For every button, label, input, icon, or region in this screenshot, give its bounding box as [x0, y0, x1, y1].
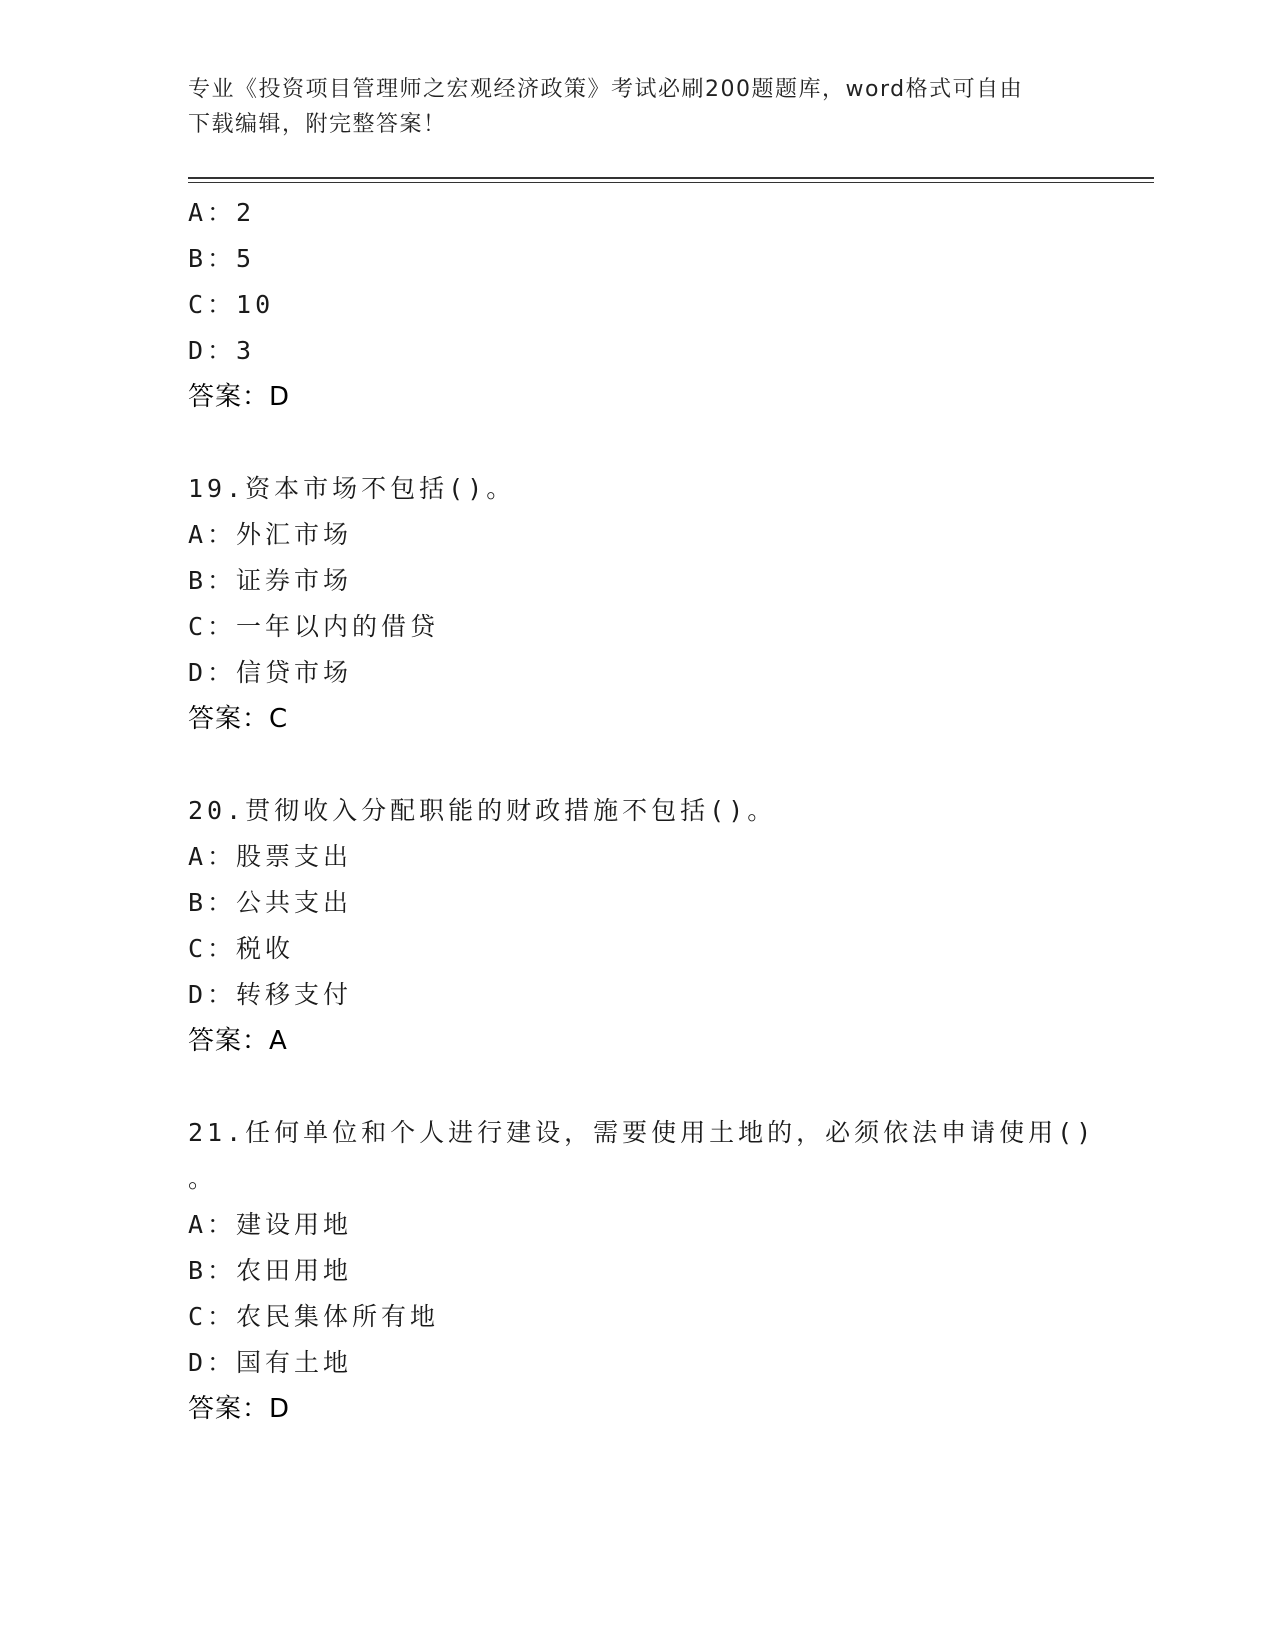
option-a: A：外汇市场: [188, 520, 353, 549]
spacer: [188, 420, 1088, 466]
answer-line: 答案：C: [188, 704, 289, 734]
spacer: [188, 1064, 1088, 1110]
question-21: [188, 1110, 1096, 1432]
option-c: C：农民集体所有地: [188, 1302, 440, 1331]
answer-line: 答案：D: [188, 382, 291, 412]
document-header: [188, 72, 1068, 142]
question-stem: 19.资本市场不包括()。: [188, 474, 516, 503]
header-title-line-2: 下载编辑，附完整答案！: [188, 112, 447, 137]
option-a: A：2: [188, 198, 256, 227]
option-c: C：税收: [188, 934, 295, 963]
question-list: [188, 190, 1096, 1432]
option-c: C：10: [188, 290, 275, 319]
option-b: B：证券市场: [188, 566, 353, 595]
question-stem: 20.贯彻收入分配职能的财政措施不包括()。: [188, 796, 777, 825]
header-title-line-1: 专业《投资项目管理师之宏观经济政策》考试必刷200题题库，word格式可自由: [188, 77, 1024, 102]
question-stem: 21.任何单位和个人进行建设，需要使用土地的，必须依法申请使用(): [188, 1118, 1096, 1147]
option-b: B：5: [188, 244, 256, 273]
answer-line: 答案：A: [188, 1026, 288, 1056]
option-d: D：信贷市场: [188, 658, 353, 687]
question-19: [188, 466, 1088, 742]
header-divider-thin: [188, 182, 1154, 183]
header-divider-thick: [188, 177, 1154, 179]
option-d: D：3: [188, 336, 256, 365]
option-d: D：转移支付: [188, 980, 353, 1009]
option-b: B：公共支出: [188, 888, 353, 917]
answer-line: 答案：D: [188, 1394, 291, 1424]
question-20: [188, 788, 1088, 1064]
question-stem-tail: 。: [188, 1164, 214, 1193]
question-18-tail: [188, 190, 1088, 420]
spacer: [188, 742, 1088, 788]
option-b: B：农田用地: [188, 1256, 353, 1285]
option-a: A：建设用地: [188, 1210, 353, 1239]
option-c: C：一年以内的借贷: [188, 612, 440, 641]
option-a: A：股票支出: [188, 842, 353, 871]
option-d: D：国有土地: [188, 1348, 353, 1377]
